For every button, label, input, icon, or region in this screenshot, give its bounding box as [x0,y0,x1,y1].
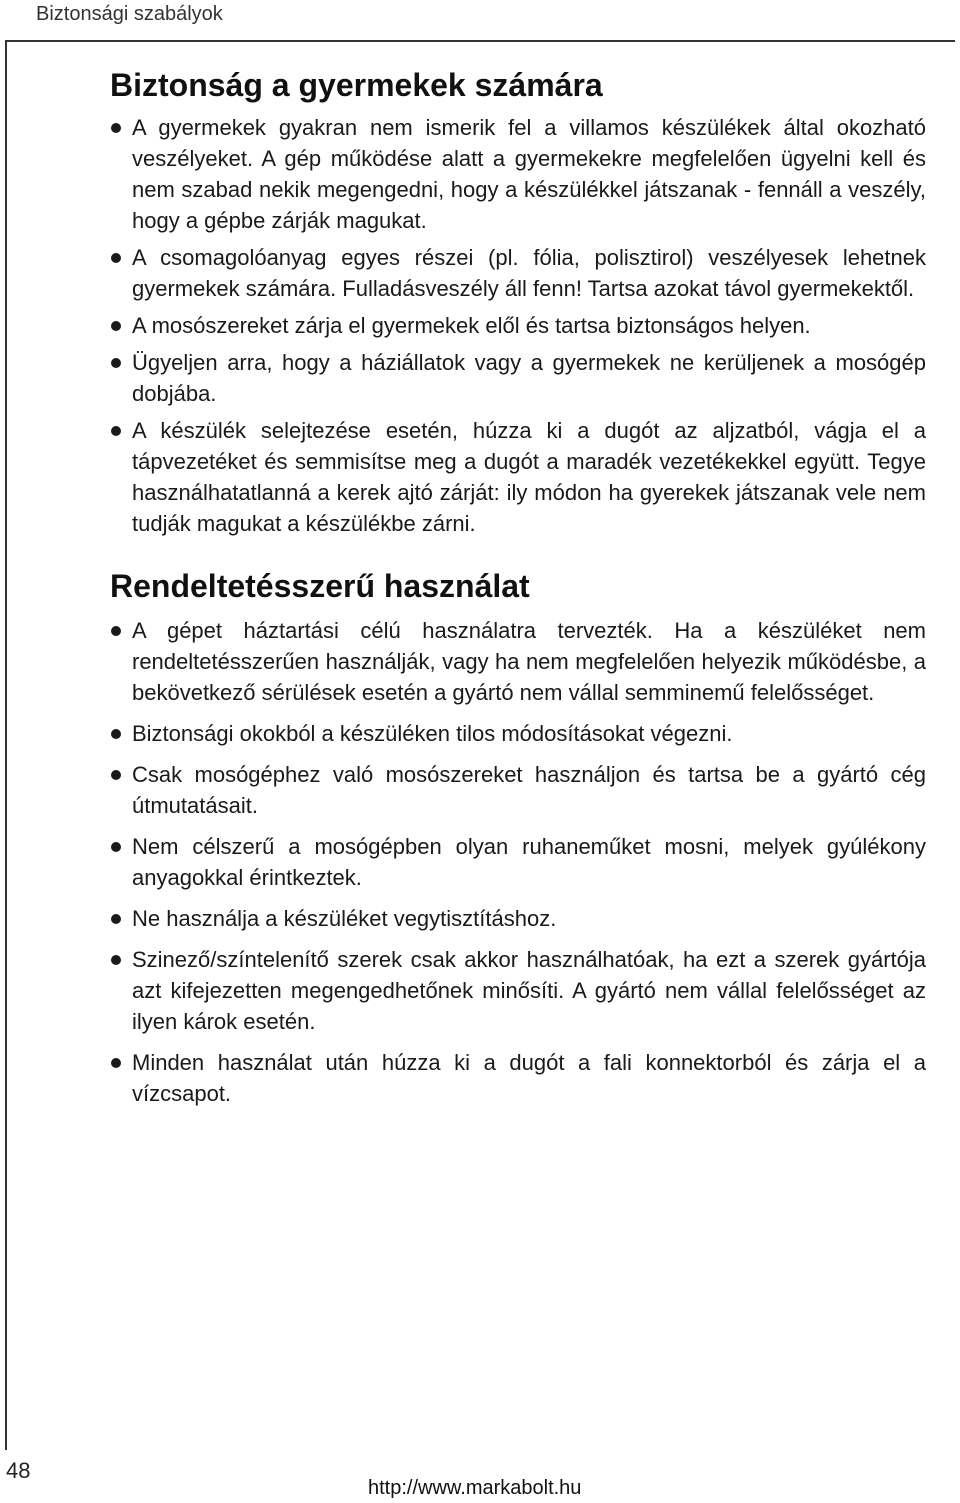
list-item: A csomagolóanyag egyes részei (pl. fólia, polisztirol) veszélyesek lehetnek gyermekek számára. Fulladásveszély áll fenn! Tartsa azokat távol gyermekektől. [110,242,926,304]
list-item: Biztonsági okokból a készüléken tilos módosításokat végezni. [110,718,926,749]
list-item: A mosószereket zárja el gyermekek elől és tartsa biztonságos helyen. [110,310,926,341]
list-item: Ne használja a készüléket vegytisztításhoz. [110,903,926,934]
running-header: Biztonsági szabályok [36,3,223,25]
list-item: Szinező/színtelenítő szerek csak akkor használhatóak, ha ezt a szerek gyártója azt kifejezetten megengedhetőnek minősíti. A gyártó nem vállal felelősséget az ilyen károk esetén. [110,944,926,1037]
list-item: A gyermekek gyakran nem ismerik fel a villamos készülékek által okozható veszélyeket. A gép működése alatt a gyermekekre megfelelően ügyelni kell és nem szabad nekik megengedni, hogy a készülékkel játszanak - fennáll a veszély, hogy a gépbe zárják magukat. [110,112,926,236]
list-item: Minden használat után húzza ki a dugót a fali konnektorból és zárja el a vízcsapot. [110,1047,926,1109]
margin-rule [5,40,7,1450]
intended-use-list [110,615,926,1109]
footer-url[interactable]: http://www.markabolt.hu [368,1477,582,1499]
list-item: A gépet háztartási célú használatra tervezték. Ha a készüléket nem rendeltetésszerűen használják, vagy ha nem megfelelően helyezik működésbe, a bekövetkező sérülések esetén a gyártó nem vállal semminemű felelősséget. [110,615,926,708]
list-item: Ügyeljen arra, hogy a háziállatok vagy a gyermekek ne kerüljenek a mosógép dobjába. [110,347,926,409]
section-title-child-safety: Biztonság a gyermekek számára [110,67,603,103]
page-content [110,66,926,1119]
list-item: Csak mosógéphez való mosószereket használjon és tartsa be a gyártó cég útmutatásait. [110,759,926,821]
child-safety-list [110,112,926,539]
section-title-intended-use: Rendeltetésszerű használat [110,568,530,604]
page-number: 48 [6,1458,31,1483]
header-rule [5,40,955,42]
list-item: A készülék selejtezése esetén, húzza ki a dugót az aljzatból, vágja el a tápvezetéket és semmisítse meg a dugót a maradék vezetékekkel együtt. Tegye használhatatlanná a kerek ajtó zárját: ily módon ha gyerekek játszanak vele nem tudják magukat a készülékbe zárni. [110,415,926,539]
list-item: Nem célszerű a mosógépben olyan ruhaneműket mosni, melyek gyúlékony anyagokkal érintkeztek. [110,831,926,893]
